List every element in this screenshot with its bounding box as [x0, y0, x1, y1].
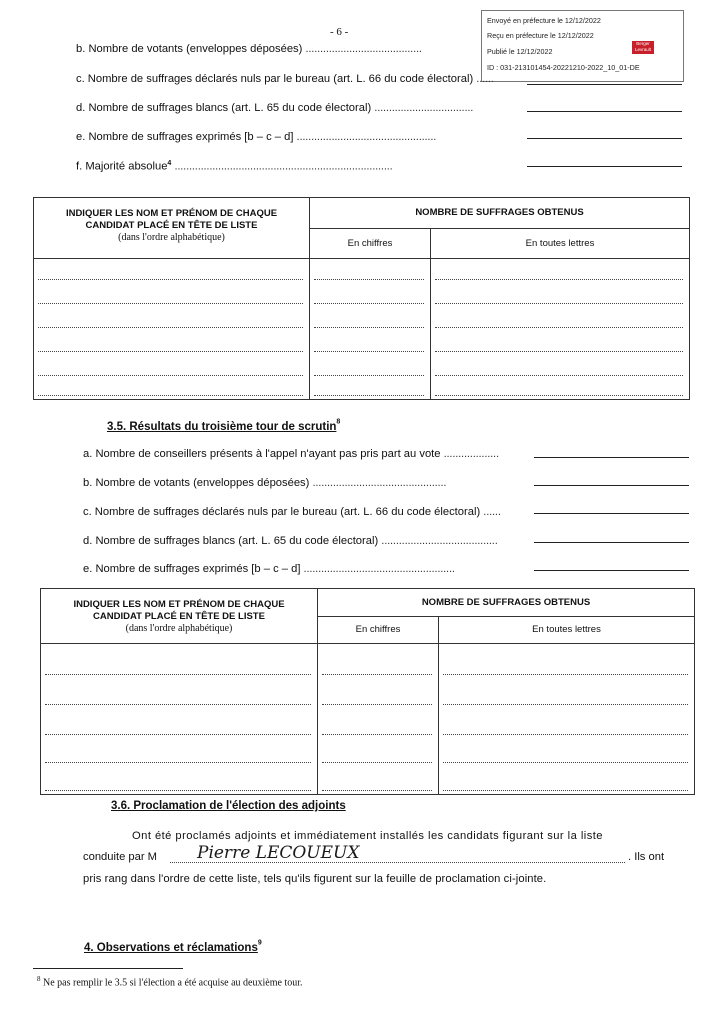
item-f-round2: f. Majorité absolue$^4$ ...........................................................................	[76, 160, 393, 173]
words-header: En toutes lettres	[439, 616, 695, 644]
section-3-6-title: 3.6. Proclamation de l'élection des adjoints	[111, 800, 346, 812]
votes-group-header: NOMBRE DE SUFFRAGES OBTENUS	[310, 198, 690, 229]
write-line[interactable]	[318, 738, 438, 766]
berger-levrault-logo: Berger Levrault	[632, 41, 654, 54]
stamp-received: Reçu en préfecture le 12/12/2022	[487, 31, 594, 40]
write-line[interactable]	[310, 259, 430, 283]
section-4-title: 4. Observations et réclamations$^9$	[84, 939, 262, 954]
write-line[interactable]	[310, 331, 430, 355]
results-table-round2	[33, 197, 690, 400]
stamp-id: ID : 031-213101454-20221210-2022_10_01-DE	[487, 63, 640, 72]
proclamation-line-2-suffix: . Ils ont	[628, 851, 665, 863]
footnote: $^8$ Ne pas remplir le 3.5 si l'élection a été acquise au deuxième tour.	[37, 975, 303, 989]
write-line[interactable]	[34, 259, 309, 283]
write-line[interactable]	[310, 283, 430, 307]
handwritten-leader-name: Pierre LECOUEUX	[197, 843, 360, 863]
write-line[interactable]	[34, 355, 309, 379]
item-c-round2: c. Nombre de suffrages déclarés nuls par le bureau (art. L. 66 du code électoral) ......	[76, 73, 494, 85]
write-line[interactable]	[431, 331, 689, 355]
write-line[interactable]	[431, 379, 689, 399]
figures-cell	[318, 644, 439, 795]
candidate-header: INDIQUER LES NOM ET PRÉNOM DE CHAQUE CANDIDAT PLACÉ EN TÊTE DE LISTE (dans l'ordre alphabétique)	[41, 589, 318, 644]
write-line[interactable]	[439, 738, 694, 766]
item-c-round3: c. Nombre de suffrages déclarés nuls par le bureau (art. L. 66 du code électoral) ......	[83, 506, 501, 518]
item-a-round3: a. Nombre de conseillers présents à l'appel n'ayant pas pris part au vote ...................	[83, 448, 499, 460]
answer-line	[534, 542, 689, 543]
item-d-round2: d. Nombre de suffrages blancs (art. L. 65 du code électoral) ..................................	[76, 102, 474, 114]
proclamation-line-2: conduite par M	[83, 851, 158, 863]
stamp-sent: Envoyé en préfecture le 12/12/2022	[487, 16, 601, 25]
write-line[interactable]	[34, 379, 309, 399]
write-line[interactable]	[318, 766, 438, 794]
words-cell	[439, 644, 695, 795]
stamp-published: Publié le 12/12/2022	[487, 47, 553, 56]
words-header: En toutes lettres	[431, 228, 690, 259]
write-line[interactable]	[41, 708, 317, 738]
answer-line	[534, 570, 689, 571]
write-line[interactable]	[431, 259, 689, 283]
prefecture-stamp	[481, 10, 684, 82]
write-line[interactable]	[34, 307, 309, 331]
write-line[interactable]	[439, 708, 694, 738]
answer-line	[527, 111, 682, 112]
write-line[interactable]	[310, 379, 430, 399]
votes-group-header: NOMBRE DE SUFFRAGES OBTENUS	[318, 589, 695, 617]
words-cell	[431, 259, 690, 400]
answer-line	[534, 485, 689, 486]
write-line[interactable]	[439, 644, 694, 678]
item-e-round2: e. Nombre de suffrages exprimés [b – c – d] ................................................	[76, 131, 437, 143]
answer-line	[534, 513, 689, 514]
write-line[interactable]	[34, 283, 309, 307]
proclamation-line-1: Ont été proclamés adjoints et immédiatement installés les candidats figurant sur la liste	[132, 830, 603, 842]
write-line[interactable]	[318, 708, 438, 738]
write-line[interactable]	[318, 678, 438, 708]
write-line[interactable]	[41, 644, 317, 678]
item-e-round3: e. Nombre de suffrages exprimés [b – c – d] ....................................................	[83, 563, 455, 575]
item-d-round3: d. Nombre de suffrages blancs (art. L. 65 du code électoral) ........................................	[83, 535, 498, 547]
write-line[interactable]	[431, 283, 689, 307]
write-line[interactable]	[431, 355, 689, 379]
write-line[interactable]	[431, 307, 689, 331]
write-line[interactable]	[310, 307, 430, 331]
answer-line	[527, 138, 682, 139]
proclamation-line-3: pris rang dans l'ordre de cette liste, tels qu'ils figurent sur la feuille de proclamation ci-jointe.	[83, 873, 547, 885]
write-line[interactable]	[310, 355, 430, 379]
item-b-round2: b. Nombre de votants (enveloppes déposées) ........................................	[76, 43, 422, 55]
results-table-round3	[40, 588, 695, 795]
write-line[interactable]	[439, 678, 694, 708]
figures-header: En chiffres	[318, 616, 439, 644]
write-line[interactable]	[41, 738, 317, 766]
write-line[interactable]	[439, 766, 694, 794]
answer-line	[527, 166, 682, 167]
candidate-header: INDIQUER LES NOM ET PRÉNOM DE CHAQUE CANDIDAT PLACÉ EN TÊTE DE LISTE (dans l'ordre alphabétique)	[34, 198, 310, 259]
write-line[interactable]	[318, 644, 438, 678]
candidate-names-cell	[34, 259, 310, 400]
answer-line	[527, 84, 682, 85]
write-line[interactable]	[41, 766, 317, 794]
figures-header: En chiffres	[310, 228, 431, 259]
page-number: - 6 -	[330, 26, 349, 38]
answer-line	[534, 457, 689, 458]
write-line[interactable]	[34, 331, 309, 355]
item-b-round3: b. Nombre de votants (enveloppes déposées) ..............................................	[83, 477, 447, 489]
figures-cell	[310, 259, 431, 400]
candidate-names-cell	[41, 644, 318, 795]
write-line[interactable]	[41, 678, 317, 708]
footnote-rule	[33, 968, 183, 969]
section-3-5-title: 3.5. Résultats du troisième tour de scrutin$^8$	[107, 418, 341, 433]
